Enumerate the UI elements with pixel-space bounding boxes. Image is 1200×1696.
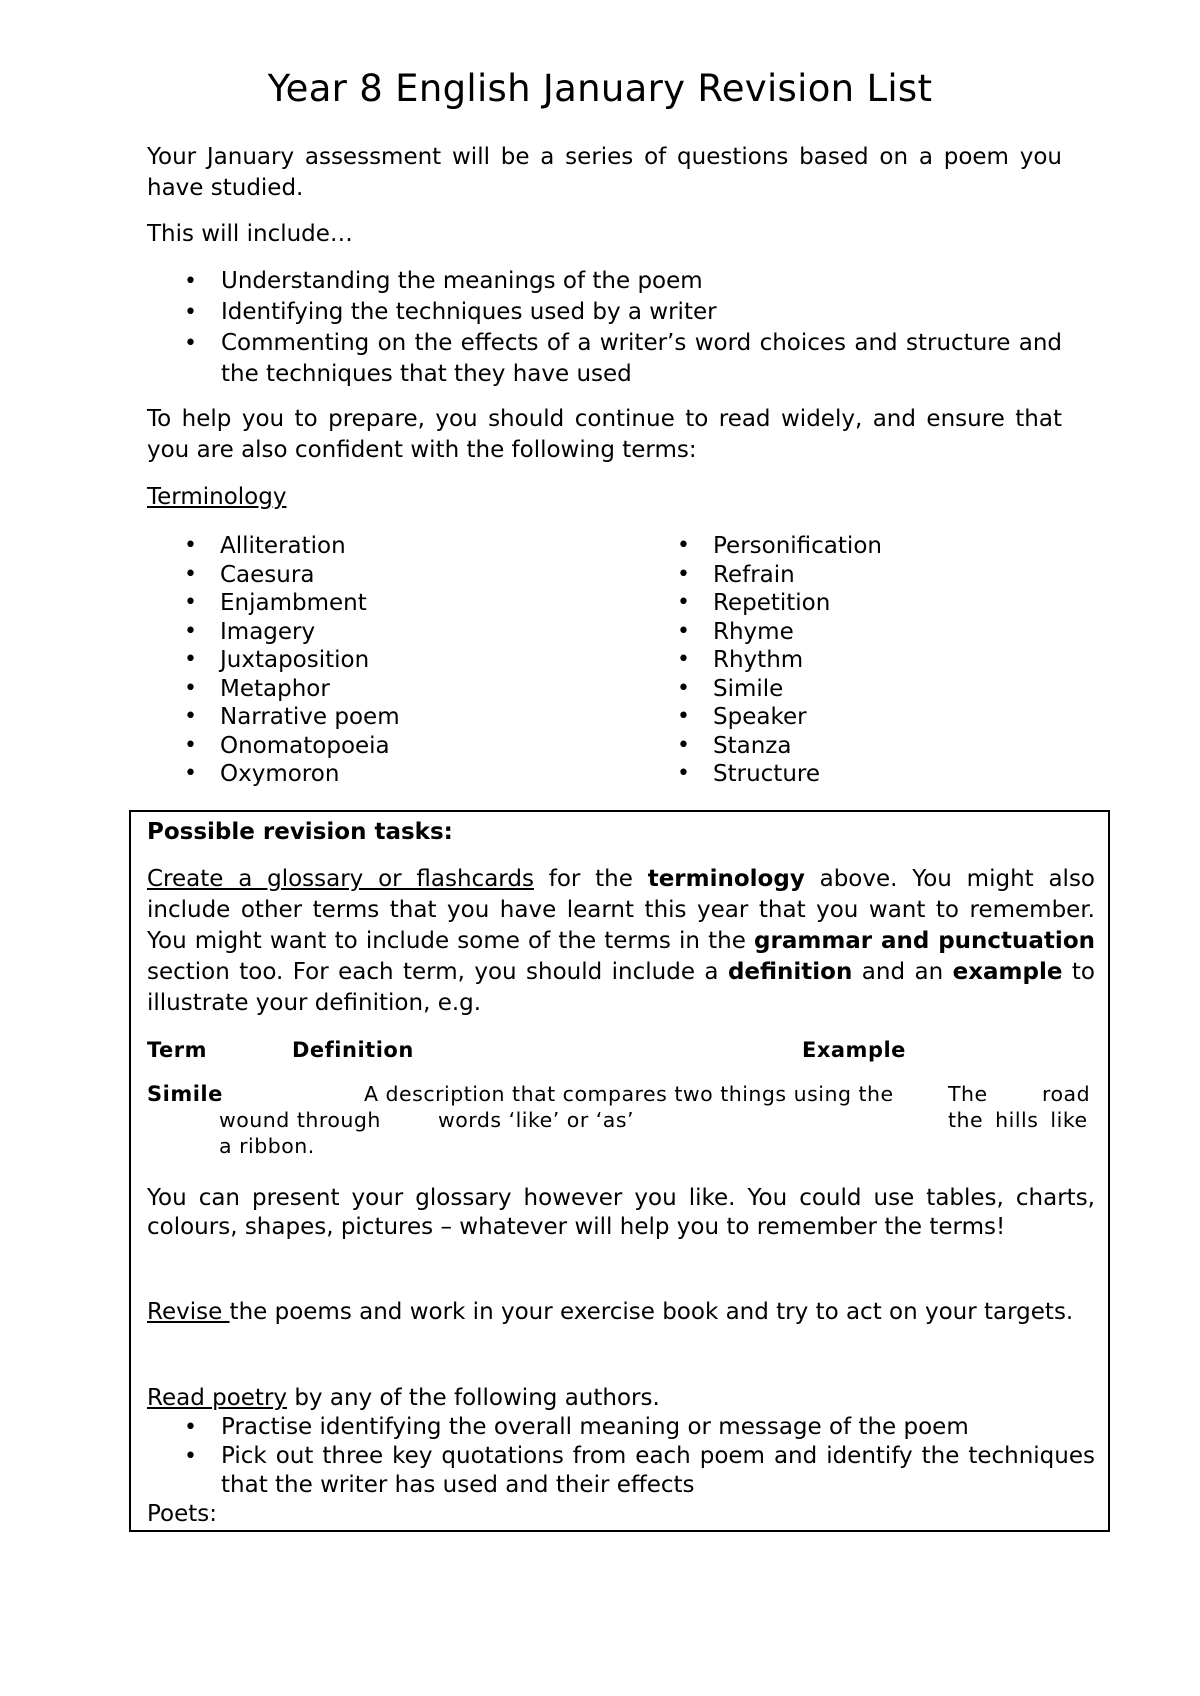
list-item: • Identifying the techniques used by a writer bbox=[147, 297, 1062, 328]
term-item: • Structure bbox=[640, 760, 882, 789]
terminology-right-column bbox=[640, 532, 882, 789]
glossary-task-link: Create a glossary or flashcards bbox=[147, 866, 534, 892]
tasks-heading: Possible revision tasks: bbox=[147, 819, 453, 845]
table-definition-line: words ‘like’ or ‘as’ bbox=[438, 1108, 635, 1132]
table-definition-line: A description that compares two things using the bbox=[364, 1082, 894, 1106]
term-item: • Oxymoron bbox=[147, 760, 400, 789]
term-item: • Rhythm bbox=[640, 646, 882, 675]
term-item: • Juxtaposition bbox=[147, 646, 400, 675]
table-header-definition: Definition bbox=[292, 1038, 414, 1062]
page-title: Year 8 English January Revision List bbox=[267, 67, 933, 110]
list-item: • Practise identifying the overall meaning or message of the poem bbox=[147, 1413, 1095, 1442]
term-item: • Imagery bbox=[147, 618, 400, 647]
glossary-text: for the bbox=[533, 866, 648, 892]
glossary-paragraph bbox=[147, 864, 1095, 1019]
glossary-bold-text: example bbox=[952, 959, 1063, 985]
glossary-bold-text: definition bbox=[727, 959, 853, 985]
table-example-text: road bbox=[1042, 1082, 1091, 1106]
term-item: • Personification bbox=[640, 532, 882, 561]
prepare-paragraph: To help you to prepare, you should continue to read widely, and ensure that you are also confident with the following terms: bbox=[147, 406, 1062, 463]
term-item: • Speaker bbox=[640, 703, 882, 732]
term-item: • Rhyme bbox=[640, 618, 882, 647]
term-item: • Simile bbox=[640, 675, 882, 704]
table-example-text: The bbox=[948, 1082, 988, 1106]
revise-paragraph bbox=[147, 1298, 1095, 1327]
table-term-simile: Simile bbox=[147, 1082, 223, 1106]
assessment-paragraph: Your January assessment will be a series of questions based on a poem you have studied. bbox=[147, 144, 1062, 201]
glossary-bold-text: grammar and punctuation bbox=[754, 928, 1095, 954]
read-paragraph bbox=[147, 1384, 1095, 1413]
list-item: • Pick out three key quotations from each poem and identify the techniques that the writer has used and their effects bbox=[147, 1442, 1095, 1500]
read-list bbox=[147, 1413, 1095, 1500]
table-header-example: Example bbox=[802, 1038, 906, 1062]
term-item: • Stanza bbox=[640, 732, 882, 761]
glossary-text: to illustrate your definition, e.g. bbox=[147, 959, 1095, 1016]
revise-task-link: Revise bbox=[147, 1299, 230, 1325]
glossary-text: above. You might also include other terms that you have learnt this year that you want to remember. You might want to include some of the terms in the bbox=[147, 866, 1095, 954]
term-item: • Caesura bbox=[147, 561, 400, 590]
term-item: • Repetition bbox=[640, 589, 882, 618]
term-item: • Metaphor bbox=[147, 675, 400, 704]
poets-label: Poets: bbox=[147, 1501, 218, 1527]
glossary-text: section too. For each term, you should include a bbox=[147, 959, 728, 985]
list-item: • Commenting on the effects of a writer’s word choices and structure and the techniques that they have used bbox=[147, 328, 1062, 390]
read-text: by any of the following authors. bbox=[287, 1385, 660, 1411]
terminology-left-column bbox=[147, 532, 400, 789]
list-item: • Understanding the meanings of the poem bbox=[147, 266, 1062, 297]
table-header-term: Term bbox=[147, 1038, 208, 1062]
term-item: • Onomatopoeia bbox=[147, 732, 400, 761]
table-example-text: the hills like bbox=[948, 1108, 1088, 1132]
term-item: • Narrative poem bbox=[147, 703, 400, 732]
present-paragraph: You can present your glossary however you like. You could use tables, charts, colours, shapes, pictures – whatever will help you to remember the terms! bbox=[147, 1185, 1095, 1240]
table-example-text: wound through bbox=[219, 1108, 381, 1132]
include-list bbox=[147, 266, 1062, 390]
glossary-text: and an bbox=[852, 959, 953, 985]
include-label: This will include… bbox=[147, 221, 353, 247]
term-item: • Refrain bbox=[640, 561, 882, 590]
read-task-link: Read poetry bbox=[147, 1385, 288, 1411]
glossary-bold-text: terminology bbox=[647, 866, 805, 892]
terminology-heading: Terminology bbox=[147, 484, 287, 510]
term-item: • Alliteration bbox=[147, 532, 400, 561]
revise-text: the poems and work in your exercise book and try to act on your targets. bbox=[229, 1299, 1074, 1325]
table-example-text: a ribbon. bbox=[219, 1134, 315, 1158]
term-item: • Enjambment bbox=[147, 589, 400, 618]
